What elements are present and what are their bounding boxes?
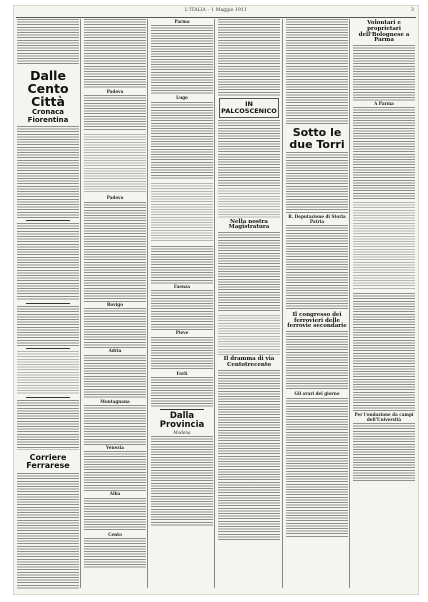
feature-box [219,98,279,118]
article-text [151,337,213,371]
city-name: Parma [174,19,190,24]
city-name: Alba [109,491,121,497]
article-text [17,126,79,218]
article-text [353,107,415,199]
article-text [286,331,348,391]
separator [26,303,70,304]
article-text [17,19,79,65]
article-text [286,225,348,311]
section-subheading: Gli orari del giorno [294,391,340,397]
article-text [84,451,146,491]
separator [26,397,70,398]
column-separator [349,19,350,588]
article-text [353,45,415,101]
article-text [218,315,280,355]
column-3 [150,19,214,590]
city-name: Padova [106,195,124,201]
article-text [84,308,146,348]
article-text [17,306,79,346]
column-6 [352,19,416,590]
article-text [286,152,348,214]
city-name: Lugo [176,95,188,101]
section-subheading: R. Deputazione di Storia Patria [288,214,346,224]
city-heading [83,349,147,353]
city-heading [150,285,214,289]
article-text [151,436,213,526]
article-text [151,290,213,330]
city-name: Venezia [106,445,124,451]
column-separator [282,19,283,588]
city-name: Faenza [173,283,191,289]
newspaper-page [14,6,418,594]
city-name: Padova [106,89,124,94]
article-text [151,102,213,180]
running-head-date: L'ITALIA – 1 Maggio 1911 [185,8,247,13]
article-text [353,293,415,411]
city-name: Forlì [176,370,188,376]
section-heading: Il congresso dei ferrovieri delle ferrovie secondarie [287,311,347,330]
section-heading: Dalle Cento Città [27,68,69,110]
city-heading [83,196,147,200]
city-heading [83,533,147,537]
page-number: 3 [411,8,414,13]
running-head [14,8,418,16]
column-5 [285,19,349,590]
section-heading: Volontari e proprietari dell'Bolognese a Parma [358,20,410,44]
column-1 [16,19,80,590]
article-text [84,405,146,445]
article-text [84,202,146,302]
article-text [17,400,79,450]
section-subheading: Cronaca Fiorentina [27,108,69,124]
separator [160,409,204,410]
article-text [286,19,348,125]
separator [26,348,70,349]
article-text [218,120,280,186]
section-subheading: A Parma [374,101,394,107]
city-heading [150,96,214,100]
column-separator [80,19,81,588]
article-text [218,370,280,540]
city-heading [150,372,214,376]
city-heading [83,492,147,496]
article-text [151,377,213,407]
article-text [218,232,280,312]
article-text [17,223,79,301]
city-name: Rovigo [106,301,124,307]
article-text [84,95,146,131]
section-heading: Nella nostra Magistratura [228,218,270,231]
column-2 [83,19,147,590]
article-text [17,351,79,395]
article-text [151,183,213,243]
city-subheading: Modena [173,429,191,435]
column-separator [214,19,215,588]
article-text [218,19,280,97]
article-text [84,19,146,89]
city-heading [83,303,147,307]
section-heading: Il dramma di via Centotrecento [223,356,275,368]
city-heading [150,20,214,24]
city-name: Cento [108,531,122,537]
article-text [17,473,79,590]
article-text [353,423,415,483]
article-text [84,355,146,399]
city-heading [83,400,147,404]
section-subheading: Per l'ondazione da campi dell'Università [354,412,414,422]
article-text [151,246,213,284]
section-heading: Dalla Provincia [159,411,205,430]
article-text [84,538,146,568]
section-heading: Corriere Ferrarese [26,453,70,471]
column-separator [147,19,148,588]
city-name: Pieve [175,330,189,336]
column-4 [217,19,281,590]
separator [26,220,70,221]
article-text [218,188,280,218]
article-text [151,25,213,95]
city-name: Montagnana [100,398,130,404]
header-rule [16,17,416,18]
city-heading [83,90,147,94]
article-text [84,134,146,194]
city-name: Adria [108,348,122,354]
section-heading: IN PALCOSCENICO [221,100,277,115]
article-text [286,398,348,538]
city-heading [150,331,214,335]
article-text [353,202,415,290]
city-heading [83,446,147,450]
article-text [84,498,146,532]
section-heading: Sotto le due Torri [289,126,345,151]
